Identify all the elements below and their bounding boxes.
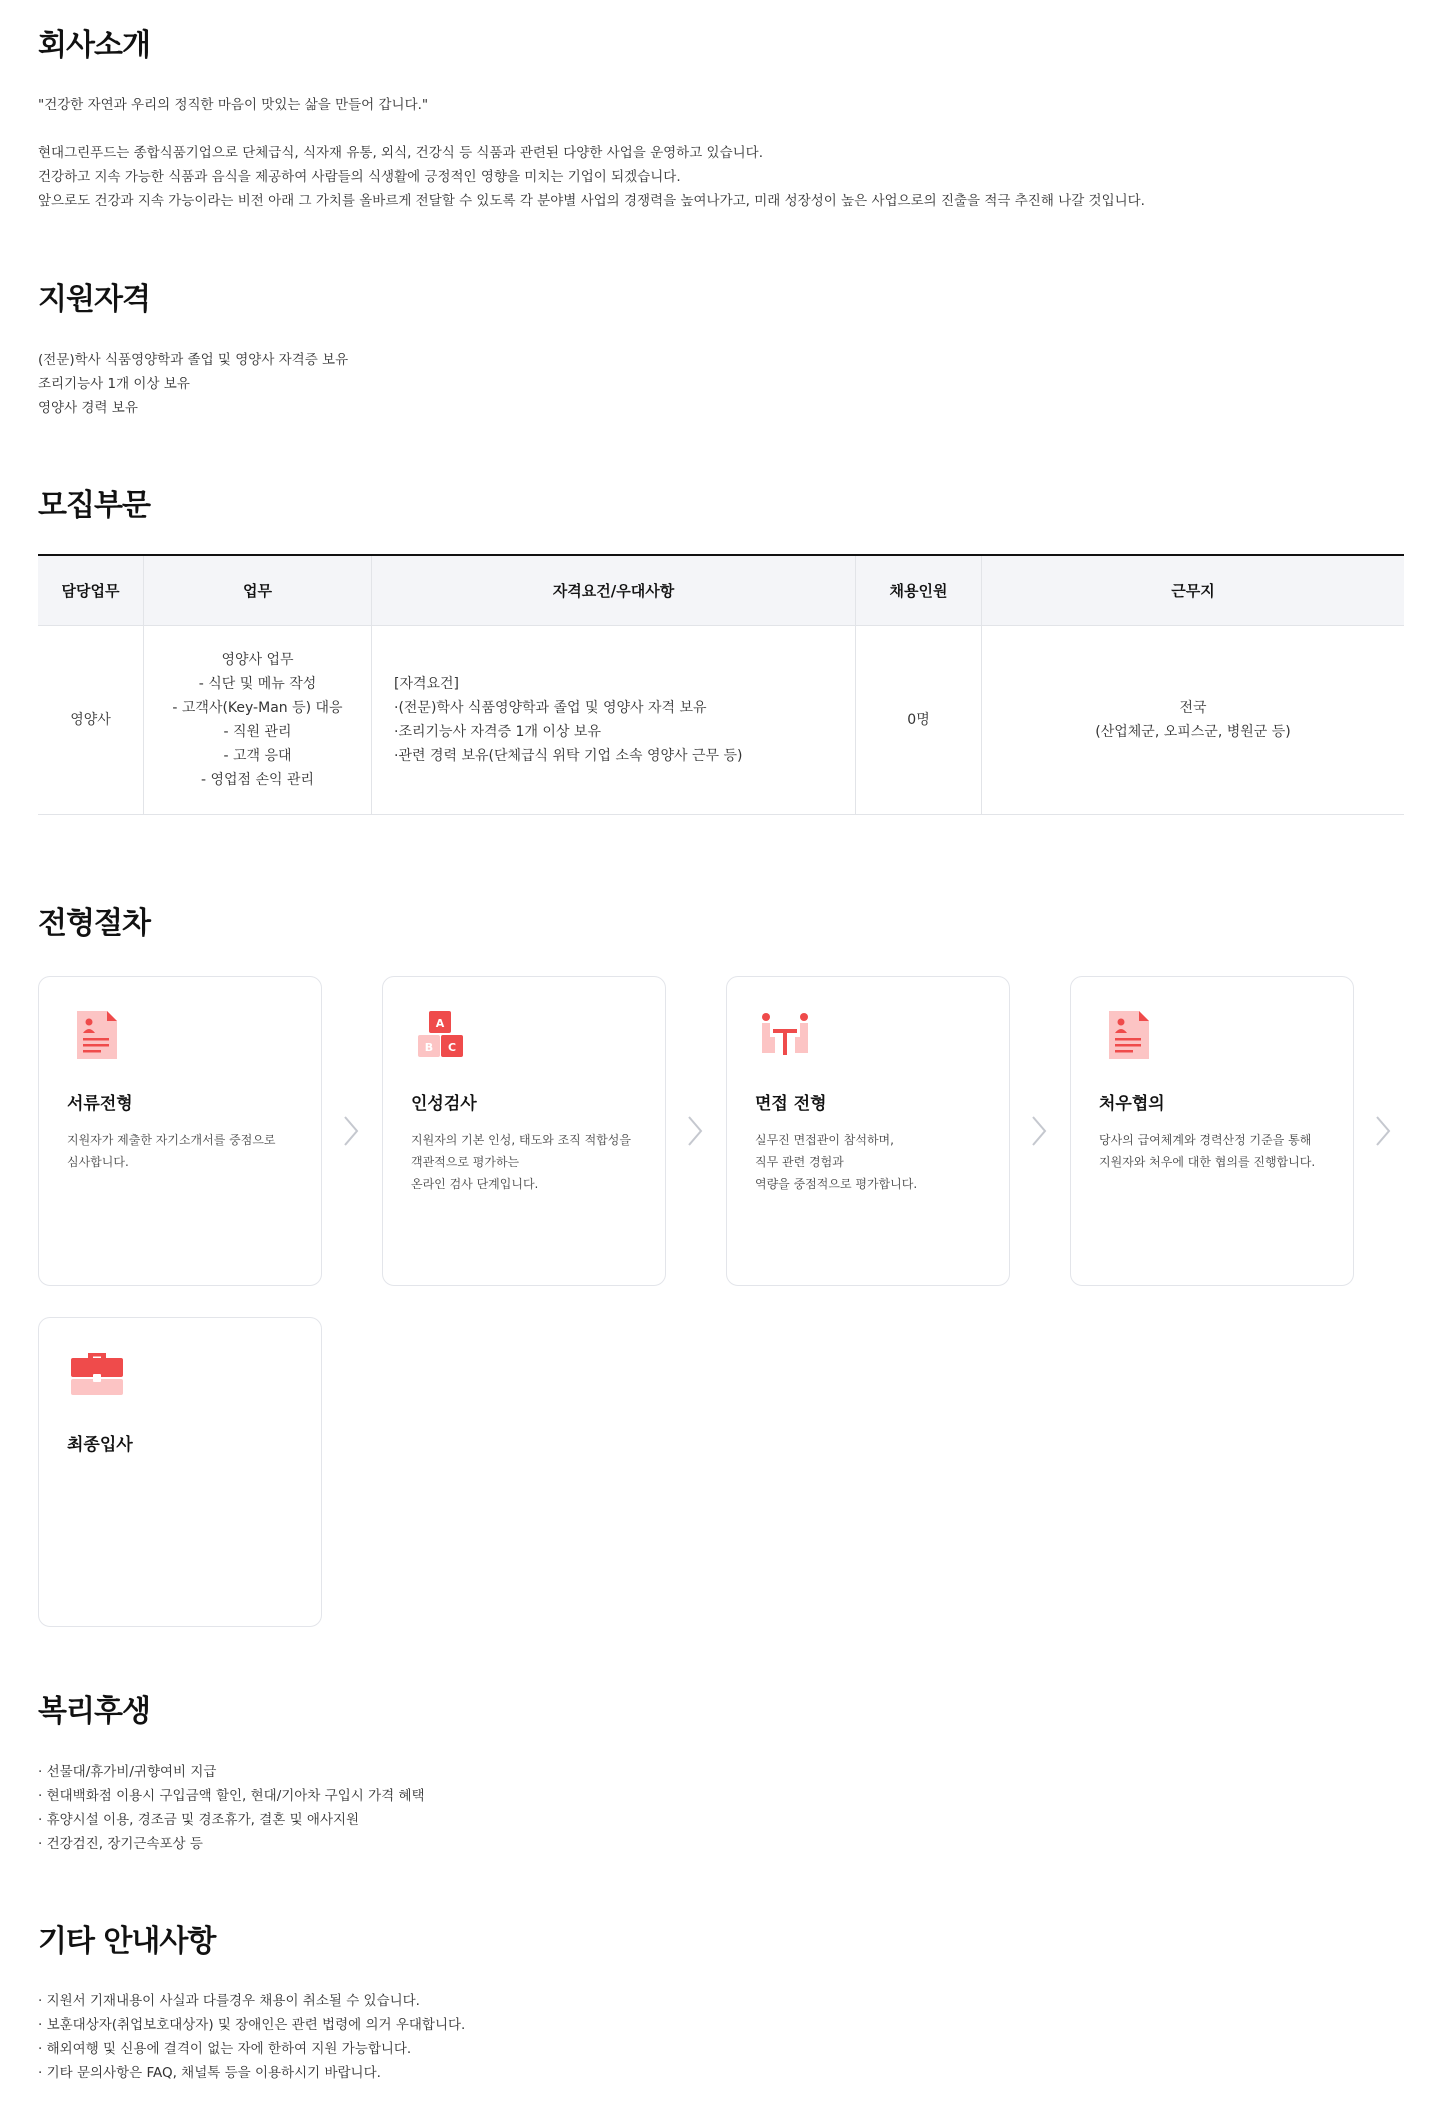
desc-line: 심사합니다. (67, 1155, 129, 1169)
header-duties: 업무 (144, 556, 372, 625)
welfare-title: 복리후생 (38, 1694, 150, 1729)
cell-requirements (372, 626, 856, 814)
welfare-line: · 선물대/휴가비/귀향여비 지급 (38, 1764, 217, 1780)
location-line: (산업체군, 오피스군, 병원군 등) (1095, 724, 1291, 740)
header-role: 담당업무 (38, 556, 144, 625)
header-requirements: 자격요건/우대사항 (372, 556, 856, 625)
header-location: 근무지 (1171, 582, 1215, 600)
cell-headcount: 0명 (856, 626, 982, 814)
process-card-compensation (1070, 976, 1354, 1286)
duty-line: - 고객사(Key-Man 등) 대응 (172, 700, 343, 716)
process-step-title: 인성검사 (411, 1094, 477, 1114)
welfare-line: · 현대백화점 이용시 구입금액 할인, 현대/기아차 구입시 가격 혜택 (38, 1788, 425, 1804)
requirement-line: [자격요건] (394, 676, 460, 692)
chevron-right-icon (1029, 1114, 1049, 1148)
company-intro (38, 93, 1145, 213)
table-row (38, 626, 1404, 815)
requirement-line: ·(전문)학사 식품영양학과 졸업 및 영양사 자격 보유 (394, 700, 707, 716)
desc-line: 실무진 면접관이 참석하며, (755, 1133, 894, 1147)
svg-text:A: A (435, 1017, 445, 1030)
process-step-title: 처우협의 (1099, 1094, 1165, 1114)
process-card-personality (382, 976, 666, 1286)
table-header-row (38, 556, 1404, 626)
qualification-title: 지원자격 (38, 282, 150, 317)
desc-line: 온라인 검사 단계입니다. (411, 1177, 539, 1191)
process-step-desc (755, 1129, 917, 1195)
cell-location (982, 626, 1404, 814)
cell-duties (144, 626, 372, 814)
document-person-icon (69, 1007, 125, 1063)
process-step-desc (411, 1129, 631, 1195)
abc-blocks-icon (413, 1007, 469, 1063)
duty-line: - 식단 및 메뉴 작성 (198, 676, 317, 692)
desc-line: 당사의 급여체계와 경력산정 기준을 통해 (1099, 1133, 1312, 1147)
chevron-right-icon (341, 1114, 361, 1148)
etc-line: · 지원서 기재내용이 사실과 다를경우 채용이 취소될 수 있습니다. (38, 1993, 420, 2009)
interview-icon (757, 1007, 813, 1063)
process-card-document (38, 976, 322, 1286)
desc-line: 객관적으로 평가하는 (411, 1155, 520, 1169)
requirement-line: ·관련 경력 보유(단체급식 위탁 기업 소속 영양사 근무 등) (394, 748, 743, 764)
etc-line: · 기타 문의사항은 FAQ, 채널톡 등을 이용하시기 바랍니다. (38, 2065, 381, 2081)
duty-line: - 직원 관리 (223, 724, 292, 740)
qualification-line: 조리기능사 1개 이상 보유 (38, 376, 190, 392)
company-title: 회사소개 (38, 28, 150, 63)
etc-line: · 보훈대상자(취업보호대상자) 및 장애인은 관련 법령에 의거 우대합니다. (38, 2017, 466, 2033)
company-line: 현대그린푸드는 종합식품기업으로 단체급식, 식자재 유통, 외식, 건강식 등 식품과 관련된 다양한 사업을 운영하고 있습니다. (38, 145, 763, 161)
welfare-line: · 건강검진, 장기근속포상 등 (38, 1836, 203, 1852)
desc-line: 역량을 중점적으로 평가합니다. (755, 1177, 918, 1191)
qualification-line: 영양사 경력 보유 (38, 400, 138, 416)
welfare-list (38, 1760, 425, 1856)
duty-line: - 영업점 손익 관리 (200, 772, 315, 788)
company-line: 건강하고 지속 가능한 식품과 음식을 제공하여 사람들의 식생활에 긍정적인 영향을 미치는 기업이 되겠습니다. (38, 169, 681, 185)
desc-line: 지원자의 기본 인성, 태도와 조직 적합성을 (411, 1133, 631, 1147)
chevron-right-icon (1373, 1114, 1393, 1148)
etc-title: 기타 안내사항 (38, 1924, 216, 1959)
chevron-right-icon (685, 1114, 705, 1148)
process-step-desc (1099, 1129, 1315, 1173)
requirement-line: ·조리기능사 자격증 1개 이상 보유 (394, 724, 601, 740)
etc-line: · 해외여행 및 신용에 결격이 없는 자에 한하여 지원 가능합니다. (38, 2041, 412, 2057)
desc-line: 지원자와 처우에 대한 협의를 진행합니다. (1099, 1155, 1316, 1169)
svg-text:B: B (424, 1041, 434, 1054)
qualification-line: (전문)학사 식품영양학과 졸업 및 영양사 자격증 보유 (38, 352, 349, 368)
cell-role: 영양사 (38, 626, 144, 814)
duty-line: - 고객 응대 (223, 748, 292, 764)
qualification-list (38, 348, 348, 420)
document-person-icon (1101, 1007, 1157, 1063)
duty-line: 영양사 업무 (221, 652, 294, 668)
company-line: "건강한 자연과 우리의 정직한 마음이 맛있는 삶을 만들어 갑니다." (38, 97, 429, 113)
process-card-interview (726, 976, 1010, 1286)
process-card-final (38, 1317, 322, 1627)
process-title: 전형절차 (38, 906, 150, 941)
briefcase-icon (69, 1348, 125, 1404)
location-line: 전국 (1179, 700, 1207, 716)
company-line (38, 117, 1145, 141)
process-step-title: 면접 전형 (755, 1094, 827, 1114)
svg-text:C: C (447, 1041, 457, 1054)
company-line: 앞으로도 건강과 지속 가능이라는 비전 아래 그 가치를 올바르게 전달할 수 있도록 각 분야별 사업의 경쟁력을 높여나가고, 미래 성장성이 높은 사업으로의 진출을 적극 추진해 나갈 것입니다. (38, 193, 1145, 209)
recruit-table (38, 554, 1404, 815)
header-headcount: 채용인원 (856, 556, 982, 625)
recruit-title: 모집부문 (38, 488, 150, 523)
desc-line: 지원자가 제출한 자기소개서를 중점으로 (67, 1133, 276, 1147)
process-step-desc (67, 1129, 276, 1173)
process-step-title: 최종입사 (67, 1435, 133, 1455)
process-step-title: 서류전형 (67, 1094, 133, 1114)
etc-list (38, 1989, 465, 2085)
welfare-line: · 휴양시설 이용, 경조금 및 경조휴가, 결혼 및 애사지원 (38, 1812, 360, 1828)
desc-line: 직무 관련 경험과 (755, 1155, 844, 1169)
